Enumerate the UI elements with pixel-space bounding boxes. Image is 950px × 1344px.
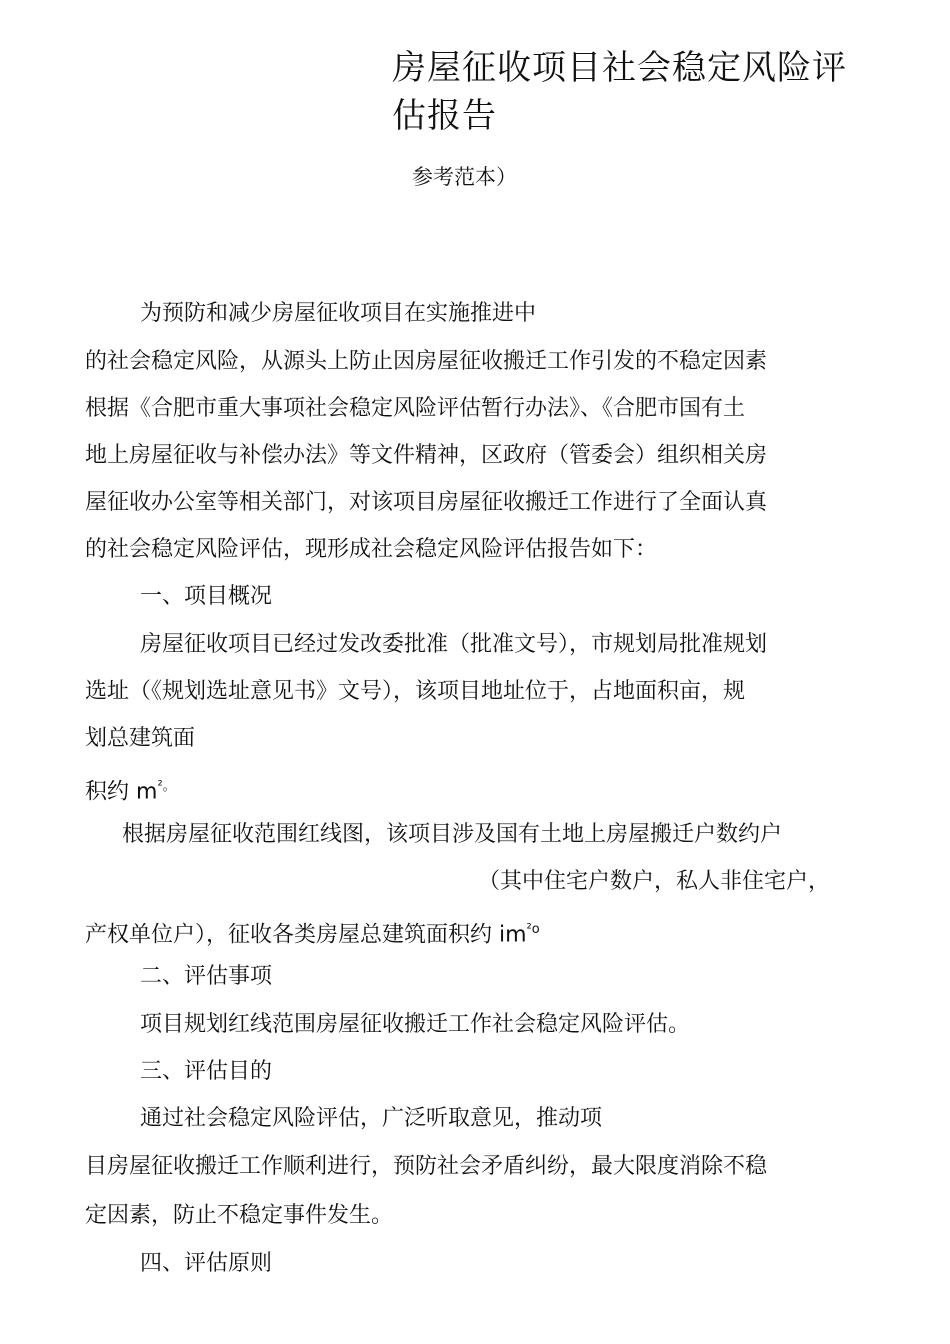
body-line: 根据《合肥市重大事项社会稳定风险评估暂行办法》、《合肥市国有土 [85, 396, 746, 421]
body-line: 定因素，防止不稳定事件发生。 [85, 1203, 394, 1228]
body-line: 为预防和减少房屋征收项目在实施推进中 [140, 301, 537, 326]
section-heading: 四、评估原则 [140, 1251, 273, 1276]
body-line: 屋征收办公室等相关部门，对该项目房屋征收搬迁工作进行了全面认真 [85, 490, 768, 515]
section-heading: 二、评估事项 [140, 964, 273, 989]
body-line: 根据房屋征收范围红线图，该项目涉及国有土地上房屋搬迁户数约户 [122, 822, 783, 847]
body-line: 选址（《规划选址意见书》文号），该项目地址位于，占地面积亩，规 [85, 679, 746, 704]
body-line: （其中住宅户数户，私人非住宅户， [478, 869, 831, 894]
body-line: 通过社会稳定风险评估，广泛听取意见，推动项 [140, 1106, 603, 1131]
body-line: 划总建筑面 [85, 726, 196, 751]
body-line [85, 915, 540, 950]
document-title: 房屋征收项目社会稳定风险评估报告 [392, 48, 847, 136]
section-heading: 三、评估目的 [140, 1059, 273, 1084]
superscript-text: ²o [526, 922, 540, 937]
body-text: 积约 m [85, 779, 158, 805]
body-line [85, 772, 176, 807]
body-line: 项目规划红线范围房屋征收搬迁工作社会稳定风险评估。 [140, 1012, 691, 1037]
body-text: 产权单位户），征收各类房屋总建筑面积约 im [85, 922, 527, 948]
body-line: 的社会稳定风险，从源头上防止因房屋征收搬迁工作引发的不稳定因素 [85, 349, 768, 374]
body-line: 的社会稳定风险评估，现形成社会稳定风险评估报告如下： [85, 537, 658, 562]
superscript-text: ²。 [157, 779, 176, 794]
body-line: 房屋征收项目已经过发改委批准（批准文号），市规划局批准规划 [140, 632, 768, 657]
document-subtitle: 参考范本） [412, 165, 517, 189]
body-line: 地上房屋征收与补偿办法》等文件精神，区政府（管委会）组织相关房 [85, 443, 768, 468]
body-line: 目房屋征收搬迁工作顺利进行，预防社会矛盾纠纷，最大限度消除不稳 [85, 1154, 768, 1179]
section-heading: 一、项目概况 [140, 584, 273, 609]
